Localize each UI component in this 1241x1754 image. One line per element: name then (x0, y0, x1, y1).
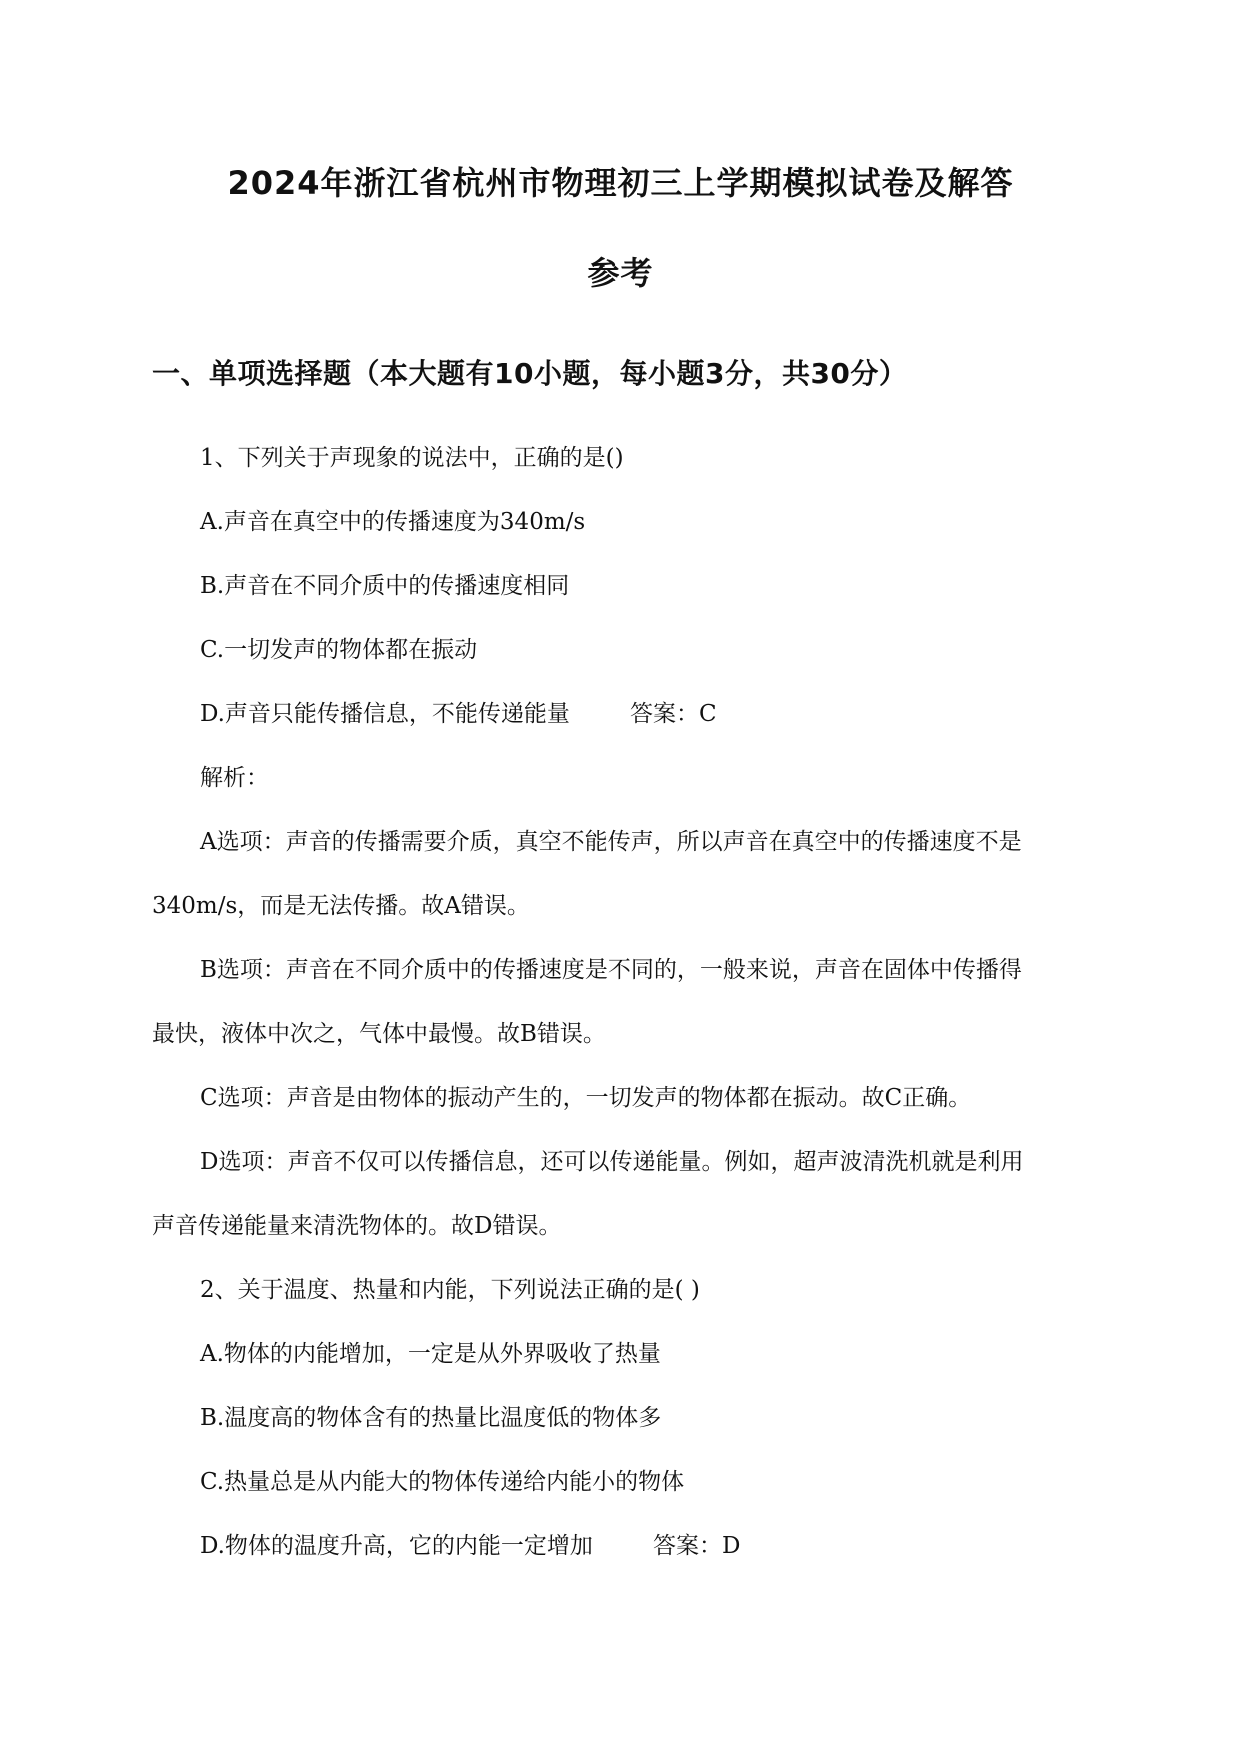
question-1-stem: 1、下列关于声现象的说法中，正确的是() (200, 445, 624, 471)
question-1-analysis-d-line2: 声音传递能量来清洗物体的。故D错误。 (152, 1213, 562, 1239)
section-heading-single-choice: 一、单项选择题（本大题有10小题，每小题3分，共30分） (152, 357, 908, 390)
question-2-answer: 答案：D (652, 1533, 741, 1559)
question-1-analysis-label: 解析： (200, 765, 269, 791)
document-title-line2: 参考 (587, 254, 654, 292)
question-2-option-c: C.热量总是从内能大的物体传递给内能小的物体 (200, 1469, 685, 1495)
document-title-line1: 2024年浙江省杭州市物理初三上学期模拟试卷及解答 (227, 164, 1014, 202)
question-1-analysis-a-line2: 340m/s，而是无法传播。故A错误。 (152, 893, 530, 919)
question-2-option-b: B.温度高的物体含有的热量比温度低的物体多 (200, 1405, 662, 1431)
question-2-option-d: D.物体的温度升高，它的内能一定增加 (200, 1533, 593, 1559)
question-1-analysis-a-line1: A选项：声音的传播需要介质，真空不能传声，所以声音在真空中的传播速度不是 (200, 829, 1022, 855)
question-1-analysis-d-line1: D选项：声音不仅可以传播信息，还可以传递能量。例如，超声波清洗机就是利用 (200, 1149, 1024, 1175)
question-1-option-a: A.声音在真空中的传播速度为340m/s (200, 509, 586, 535)
question-1-option-b: B.声音在不同介质中的传播速度相同 (200, 573, 570, 599)
question-1-analysis-c-line1: C选项：声音是由物体的振动产生的，一切发声的物体都在振动。故C正确。 (200, 1085, 972, 1111)
question-1-option-d-row (200, 699, 717, 729)
question-2-option-d-row (200, 1531, 740, 1561)
question-1-answer: 答案：C (629, 701, 717, 727)
question-1-option-c: C.一切发声的物体都在振动 (200, 637, 478, 663)
question-2-stem: 2、关于温度、热量和内能，下列说法正确的是( ) (200, 1277, 700, 1303)
question-2-option-a: A.物体的内能增加，一定是从外界吸收了热量 (200, 1341, 661, 1367)
question-1-analysis-b-line2: 最快，液体中次之，气体中最慢。故B错误。 (152, 1021, 606, 1047)
question-1-analysis-b-line1: B选项：声音在不同介质中的传播速度是不同的，一般来说，声音在固体中传播得 (200, 957, 1022, 983)
question-1-option-d: D.声音只能传播信息，不能传递能量 (200, 701, 570, 727)
